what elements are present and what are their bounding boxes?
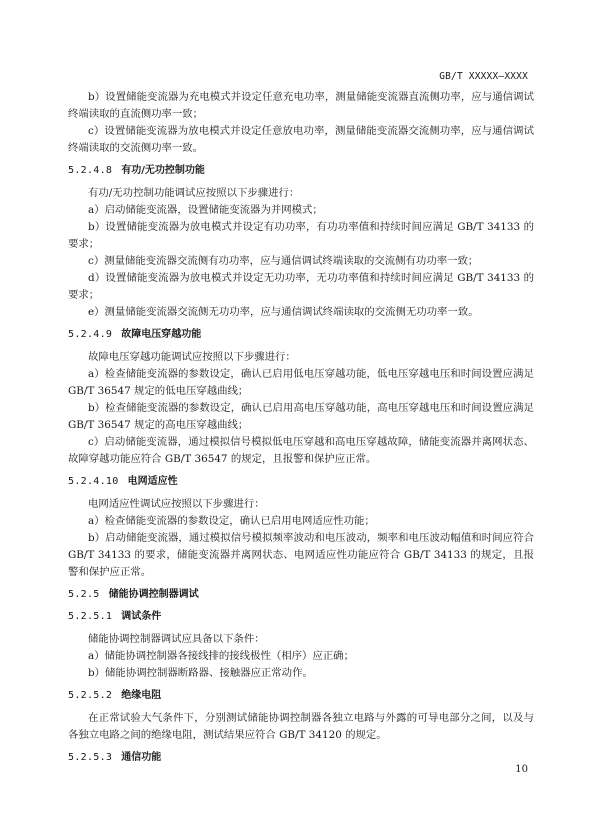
list-item: c）测量储能变流器交流侧有功功率，应与通信调试终端读取的交流侧有功功率一致； <box>88 255 479 267</box>
section-number: 5.2.5 <box>68 589 100 600</box>
intro-paragraph: c）设置储能变流器为放电模式并设定任意放电功率，测量储能变流器交流侧功率，应与通信调试终端读取的交流侧功率一致。 <box>68 125 534 154</box>
list-item: b）检查储能变流器的参数设定，确认已启用高电压穿越功能，高电压穿越电压和时间设置应满足 GB/T 36547 规定的高电压穿越曲线； <box>68 402 534 431</box>
document-body <box>68 89 534 772</box>
section-5-2-4-10 <box>68 474 534 581</box>
section-5-2-5-3 <box>68 750 534 765</box>
section-title: 储能协调控制器调试 <box>108 589 199 600</box>
section-title: 故障电压穿越功能 <box>121 329 202 340</box>
list-item: d）设置储能变流器为放电模式并设定无功功率，无功功率值和持续时间应满足 GB/T 34133 的要求； <box>68 272 534 301</box>
list-item: a）启动储能变流器，设置储能变流器为并网模式； <box>88 204 323 216</box>
list-item: b）启动储能变流器，通过模拟信号模拟频率波动和电压波动，频率和电压波动幅值和时间应符合 GB/T 34133 的要求，储能变流器并离网状态、电网适应性功能应符合 GB/T 34133 的规定，且报警和保护应正常。 <box>68 532 534 578</box>
section-number: 5.2.4.8 <box>68 165 113 176</box>
section-heading <box>68 587 534 602</box>
section-5-2-4-9 <box>68 327 534 468</box>
section-5-2-5 <box>68 587 534 602</box>
section-heading <box>68 327 534 342</box>
section-title: 调试条件 <box>121 611 162 622</box>
section-5-2-5-2 <box>68 688 534 744</box>
section-title: 绝缘电阻 <box>121 690 162 701</box>
section-paragraph: 在正常试验大气条件下，分别测试储能协调控制器各独立电路与外露的可导电部分之间，以及与各独立电路之间的绝缘电阻，测试结果应符合 GB/T 34120 的规定。 <box>68 712 534 741</box>
section-number: 5.2.5.3 <box>68 752 113 763</box>
section-paragraph: 故障电压穿越功能调试应按照以下步骤进行： <box>88 351 296 363</box>
list-item: b）设置储能变流器为放电模式并设定有功功率，有功功率值和持续时间应满足 GB/T 34133 的要求； <box>68 221 534 250</box>
section-number: 5.2.5.2 <box>68 690 113 701</box>
list-item: a）检查储能变流器的参数设定，确认已启用低电压穿越功能，低电压穿越电压和时间设置应满足 GB/T 36547 规定的低电压穿越曲线； <box>68 368 534 397</box>
page-number: 10 <box>515 764 528 775</box>
list-item: e）测量储能变流器交流侧无功功率，应与通信调试终端读取的交流侧无功功率一致。 <box>88 306 479 318</box>
section-title: 通信功能 <box>121 752 162 763</box>
section-heading <box>68 163 534 178</box>
list-item: a）储能协调控制器各接线排的接线极性（相序）应正确； <box>88 650 354 662</box>
section-heading <box>68 609 534 624</box>
section-title: 有功/无功控制功能 <box>121 165 205 176</box>
section-heading <box>68 750 534 765</box>
intro-paragraph: b）设置储能变流器为充电模式并设定任意充电功率，测量储能变流器直流侧功率，应与通信调试终端读取的直流侧功率一致； <box>68 91 534 120</box>
list-item: a）检查储能变流器的参数设定，确认已启用电网适应性功能； <box>88 515 375 527</box>
section-heading <box>68 688 534 703</box>
section-heading <box>68 474 534 489</box>
section-number: 5.2.4.9 <box>68 329 113 340</box>
section-paragraph: 储能协调控制器调试应具备以下条件： <box>88 633 265 645</box>
section-5-2-5-1 <box>68 609 534 682</box>
section-title: 电网适应性 <box>127 476 178 487</box>
list-item: c）启动储能变流器，通过模拟信号模拟低电压穿越和高电压穿越故障，储能变流器并离网状态、故障穿越功能应符合 GB/T 36547 的规定，且报警和保护应正常。 <box>68 436 534 465</box>
section-paragraph: 电网适应性调试应按照以下步骤进行： <box>88 498 265 510</box>
section-paragraph: 有功/无功控制功能调试应按照以下步骤进行： <box>88 187 300 199</box>
document-code: GB/T XXXXX—XXXX <box>439 71 528 82</box>
section-number: 5.2.5.1 <box>68 611 113 622</box>
section-5-2-4-8 <box>68 163 534 321</box>
section-number: 5.2.4.10 <box>68 476 119 487</box>
list-item: b）储能协调控制器断路器、接触器应正常动作。 <box>88 667 313 679</box>
